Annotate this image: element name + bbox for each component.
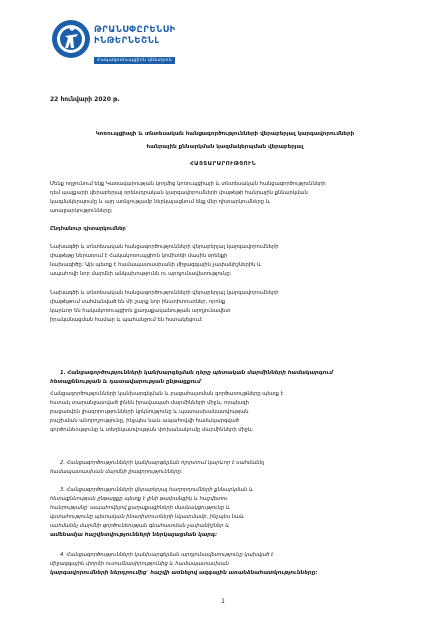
paragraph-line: կարևոր են հակակոռուպցիոն քաղաքականության արդյունավետ bbox=[50, 308, 231, 314]
list-item: ամենամյա հաշվետվությունների ներկայացման կարգ: bbox=[50, 532, 218, 538]
list-item-heading: 1. Հանցագործությունների կանխարգելման դերը պետական մարմինների համակարգում bbox=[60, 370, 333, 376]
list-item: 3. Հանցագործությունների վերաբերյալ հաղորդումների քննարկման և bbox=[60, 487, 254, 493]
paragraph-line: Նախագծի և տնտեսական հանցագործությունների վերաբերյալ կարգավորումների bbox=[50, 244, 279, 250]
logo-tagline: Հակակոռուպցիոն կենտրոն bbox=[94, 57, 175, 64]
list-item: վստահությունը պետական ինստիտուտների նկատմամբ, ինչպես նաև bbox=[50, 514, 245, 520]
paragraph-line: Նախագծի և տնտեսական հանցագործությունների վերաբերյալ կարգավորումների bbox=[50, 290, 279, 296]
list-item: 2. Հանցագործությունների կանխարգելման ոլորտում կարևոր է սահմանել bbox=[60, 460, 265, 466]
paragraph-line: փաթեթում սահմանված են մի շարք նոր ինստիտուտներ, որոնք bbox=[50, 299, 226, 305]
paragraph-line: Մենք ողջունում ենք Կառավարության կողմից կոռուպցիայի և տնտեսական հանցագործությունների bbox=[50, 181, 326, 187]
list-item-heading: հետաքննության և դատավարության ընթացքում bbox=[50, 379, 201, 385]
logo-name-line2: ԻՆԹԵՐՆԵՇՆԼ bbox=[94, 35, 160, 45]
list-item: հետաքննության ընթացքը պետք է լինի թափանցիկ և հաշվետու bbox=[50, 496, 228, 502]
page-number: 1 bbox=[221, 598, 225, 605]
paragraph-line: հստակ տարանջատված լինեն իրավապահ մարմինների միջև, որպեսզի bbox=[50, 400, 249, 406]
document-date: 22 հունվարի 2020 թ. bbox=[50, 96, 120, 103]
document-title-line1: Կոռուպցիայի և տնտեսական հանցագործությունների վերաբերյալ կարգավորումների bbox=[95, 131, 355, 137]
paragraph-line: բաշխման անորոշությունը, ինչպես նաև ապահովվի համակարգված bbox=[50, 418, 239, 424]
organization-logo bbox=[50, 18, 210, 73]
logo-globe-icon bbox=[50, 18, 92, 60]
statement-heading: ՀԱՅՏԱՐԱՐՈՒԹՅՈՒՆ bbox=[190, 161, 256, 167]
section-heading: Ընդհանուր դիտարկումներ՝ bbox=[50, 226, 128, 232]
paragraph-line: դեմ պայքարի վերաբերյալ օրենսդրական կարգավորումների փաթեթի հանրային քննարկման bbox=[50, 190, 308, 196]
document-title-line2: հանրային քննարկման կազմակերպման վերաբերյալ bbox=[146, 144, 304, 150]
paragraph-line: նախագիծը: Այն պետք է համապատասխանի միջազգային չափանիշներին և bbox=[50, 262, 262, 268]
paragraph-line: բացառվեն լիազորությունների կրկնությունը և պատասխանատվության bbox=[50, 409, 249, 415]
paragraph-line: գործունեությունը և տեղեկատվության փոխանակումը մարմինների միջև: bbox=[50, 427, 254, 433]
paragraph-line: կազմակերպումը և այդ առնչությամբ ներկայացնում ենք մեր դիտարկումները և bbox=[50, 199, 270, 205]
paragraph-line: առաջարկությունները: bbox=[50, 208, 113, 214]
list-item: 4. Հանցագործությունների կանխարգելման արդյունավետությունը կախված է bbox=[60, 552, 274, 558]
paragraph-line: իրականացման համար և պահանջում են հստակեցում: bbox=[50, 317, 203, 323]
list-item: համապատասխան մարմնի լիազորությունները: bbox=[50, 469, 183, 475]
logo-name-line1: ԹՐԱՆՍՓԸՐԵՆՍԻ bbox=[94, 24, 176, 34]
list-item: սահմանել մարմնի գործունեության գնահատման չափանիշներ և bbox=[50, 523, 230, 529]
list-item: հանրությանը՝ ապահովելով քաղաքացիների մասնակցությունը և bbox=[50, 505, 230, 511]
paragraph-line: ապահովի նոր մարմնի անկախությունն ու արդյունավետությունը: bbox=[50, 271, 232, 277]
paragraph-line: փաթեթը ներառում է Հակակոռուպցիոն կոմիտեի մասին օրենքի bbox=[50, 253, 228, 259]
list-item: միջազգային փորձի ուսումնասիրությունից և համապատասխան bbox=[50, 561, 229, 567]
paragraph-line: Հանցագործությունների կանխարգելման և բացահայտման գործառույթները պետք է bbox=[50, 391, 284, 397]
list-item: կարգավորումների ներդրումից՝ հաշվի առնելով ազգային առանձնահատկությունները: bbox=[50, 570, 318, 576]
logo-wordmark bbox=[94, 24, 204, 65]
